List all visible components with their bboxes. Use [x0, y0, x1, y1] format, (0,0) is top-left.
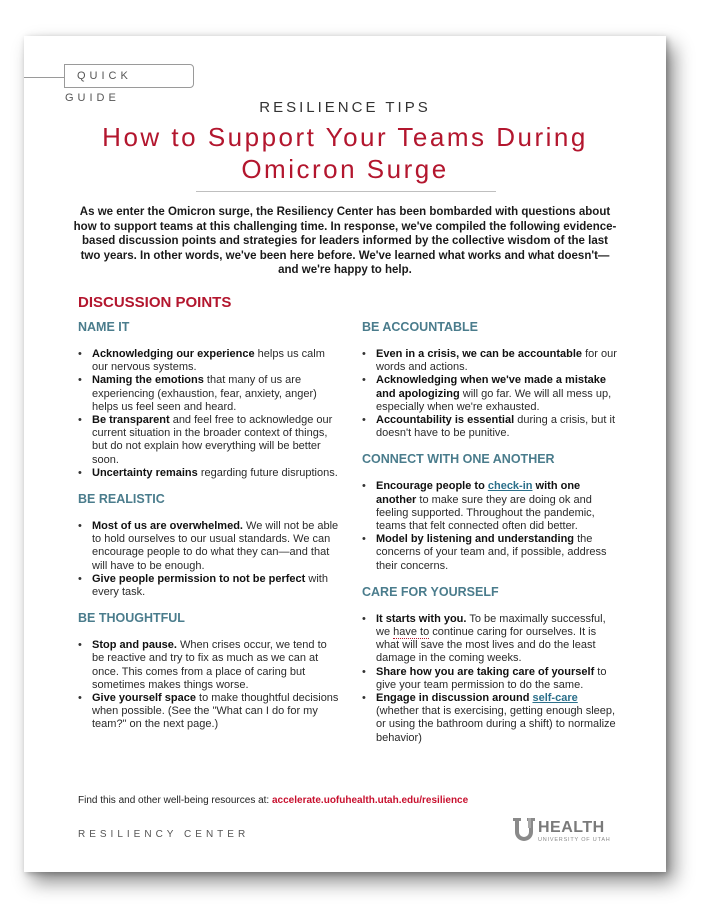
list-be-thoughtful: [78, 639, 340, 731]
list-connect: [362, 480, 618, 572]
check-in-link[interactable]: check-in: [487, 480, 533, 493]
logo-text: HEALTH: [538, 819, 605, 836]
subheading-be-thoughtful: BE THOUGHTFUL: [78, 611, 185, 626]
list-item: • Encourage people to check-in with one another to make sure they are doing ok and feeling supported. Throughout the pandemic, teams that felt connected often did better.: [362, 480, 618, 533]
list-item: • Give yourself space to make thoughtful decisions when possible. (See the "What can I do for my team?" on the next page.): [78, 692, 340, 732]
list-item: • Engage in discussion around self-care (whether that is exercising, getting enough sleep, or using the bathroom during a shift) to normalize behavior): [362, 692, 618, 745]
list-item: • Naming the emotions that many of us are experiencing (exhaustion, fear, anxiety, anger) helps us feel seen and heard.: [78, 374, 340, 414]
guide-tab-line: [24, 77, 64, 78]
list-item: • Most of us are overwhelmed. We will not be able to hold ourselves to our usual standards. We can encourage people to do what they can—and that will have to be enough.: [78, 520, 340, 573]
u-logo-icon: [512, 816, 536, 844]
list-item: • Even in a crisis, we can be accountable for our words and actions.: [362, 348, 618, 374]
list-item: • Be transparent and feel free to acknowledge our current situation in the broader context of things, but do not explain how everything will be better soon.: [78, 414, 340, 467]
footer-brand: RESILIENCY CENTER: [78, 829, 250, 840]
page-title: How to Support Your Teams During Omicron Surge: [102, 122, 588, 184]
intro-paragraph: As we enter the Omicron surge, the Resiliency Center has been bombarded with questions about how to support teams at this challenging time. In response, we've compiled the following evidence-based discussion points and strategies for leaders informed by the collective wisdom of the last two years. In other words, we've been here before. We've learned what works and what doesn't—and we're happy to help.: [73, 206, 617, 276]
subheading-be-realistic: BE REALISTIC: [78, 492, 165, 507]
list-item: • Acknowledging when we've made a mistake and apologizing will go far. We will all mess up, especially when we're exhausted.: [362, 374, 618, 414]
right-column: [362, 320, 618, 757]
subheading-name-it: NAME IT: [78, 320, 130, 334]
list-care: [362, 613, 618, 745]
footer-resources: Find this and other well-being resources at: accelerate.uofuhealth.utah.edu/resilience: [78, 795, 469, 806]
left-column: [78, 320, 340, 744]
u-health-logo: [512, 816, 612, 848]
list-name-it: [78, 348, 340, 480]
title-divider: [196, 191, 496, 192]
have-to-underline: have to: [393, 626, 430, 639]
subheading-be-accountable: BE ACCOUNTABLE: [362, 320, 478, 334]
section-title: DISCUSSION POINTS: [78, 294, 232, 311]
list-item: • Stop and pause. When crises occur, we tend to be reactive and try to fix as much as we can at once. This comes from a place of caring but sometimes makes things worse.: [78, 639, 340, 692]
list-item: • Give people permission to not be perfect with every task.: [78, 573, 340, 599]
logo-subtext: UNIVERSITY OF UTAH: [538, 837, 611, 843]
list-item: • Uncertainty remains regarding future disruptions.: [78, 467, 340, 480]
overline: RESILIENCE TIPS: [259, 99, 431, 116]
document-page: [24, 36, 666, 872]
list-item: • Accountability is essential during a crisis, but it doesn't have to be punitive.: [362, 414, 618, 440]
self-care-link[interactable]: self-care: [532, 692, 578, 705]
list-be-accountable: [362, 348, 618, 440]
subheading-care: CARE FOR YOURSELF: [362, 584, 499, 599]
list-item: • It starts with you. To be maximally successful, we have to continue caring for ourselves. It is what will save the most lives and do the least damage in the coming weeks.: [362, 613, 618, 666]
list-be-realistic: [78, 520, 340, 599]
list-item: • Acknowledging our experience helps us calm our nervous systems.: [78, 348, 340, 374]
list-item: • Share how you are taking care of yourself to give your team permission to do the same.: [362, 666, 618, 692]
list-item: • Model by listening and understanding the concerns of your team and, if possible, address their concerns.: [362, 533, 618, 573]
subheading-connect: CONNECT WITH ONE ANOTHER: [362, 452, 555, 467]
quick-guide-tag: QUICK GUIDE: [64, 64, 194, 88]
resources-link[interactable]: accelerate.uofuhealth.utah.edu/resilience: [272, 795, 469, 806]
